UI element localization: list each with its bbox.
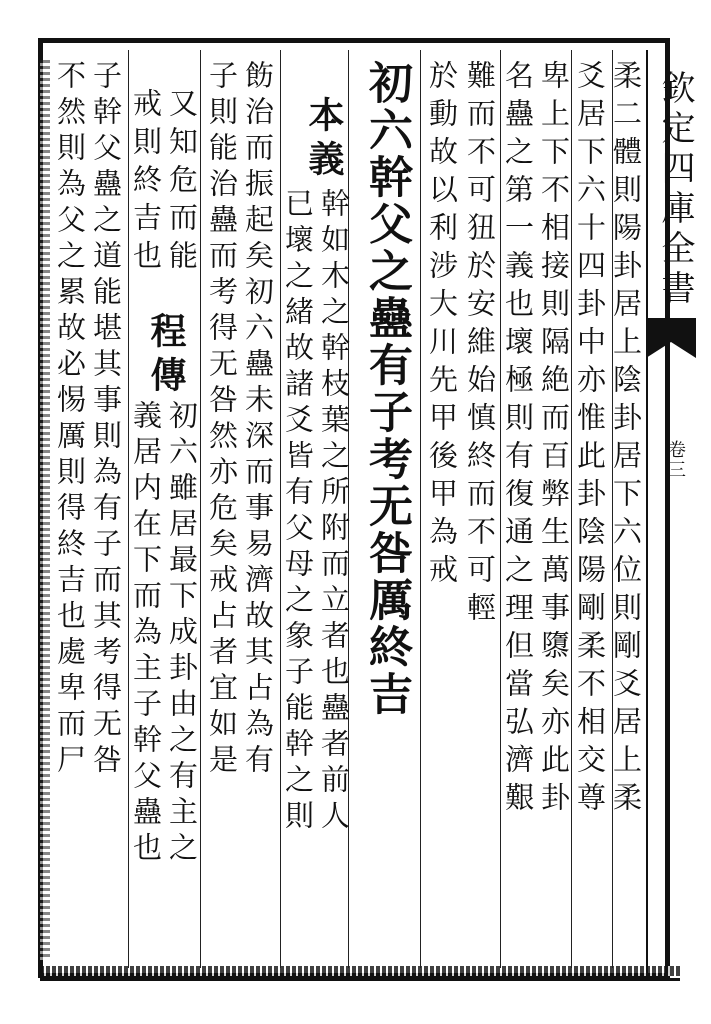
- text-column: 又知危而能: [165, 88, 199, 278]
- left-scan-edge: [40, 60, 50, 960]
- text-column: 飭治而振起矣初六蠱未深而事易濟故其占為有: [241, 60, 275, 780]
- commentary-heading-chengzhuan: 程傳: [145, 312, 187, 400]
- column-rule: [420, 50, 421, 968]
- text-column: 不然則為父之累故必惕厲則得終吉也處卑而尸: [53, 60, 87, 780]
- text-column: 難而不可狃於安維始慎終而不可輕: [463, 60, 497, 630]
- book-title: 欽定四庫全書: [655, 70, 695, 310]
- text-column: 卑上下不相接則隔絶而百弊生萬事隳矣亦此卦: [537, 60, 571, 820]
- text-column: 初六雖居最下成卦由之有主之: [165, 400, 199, 868]
- bottom-rule: [40, 978, 680, 981]
- text-column: 幹如木之幹枝葉之所附而立者也蠱者前人: [317, 188, 351, 836]
- text-column: 戒則終吉也: [129, 88, 163, 278]
- hexagram-line-title: 初六幹父之蠱有子考无咎厲終吉: [361, 60, 412, 718]
- text-column: 於動故以利涉大川先甲後甲為戒: [425, 60, 459, 592]
- text-column: 爻居下六十四卦中亦惟此卦陰陽剛柔不相交尊: [573, 60, 607, 820]
- text-column: 子則能治蠱而考得无咎然亦危矣戒占者宜如是: [205, 60, 239, 780]
- text-column: 義居内在下而為主子幹父蠱也: [129, 400, 163, 868]
- column-rule: [200, 50, 201, 968]
- juan-label: 卷三: [665, 440, 686, 480]
- text-column: 子幹父蠱之道能堪其事則為有子而其考得无咎: [89, 60, 123, 780]
- text-column: 已壞之緒故諸爻皆有父母之象子能幹之則: [281, 188, 315, 836]
- text-column: 柔二體則陽卦居上陰卦居下六位則剛爻居上柔: [609, 60, 643, 820]
- commentary-heading-benyi: 本義: [303, 96, 345, 184]
- bottom-scan-edge: [40, 966, 680, 976]
- text-column: 名蠱之第一義也壞極則有復通之理但當弘濟艱: [501, 60, 535, 820]
